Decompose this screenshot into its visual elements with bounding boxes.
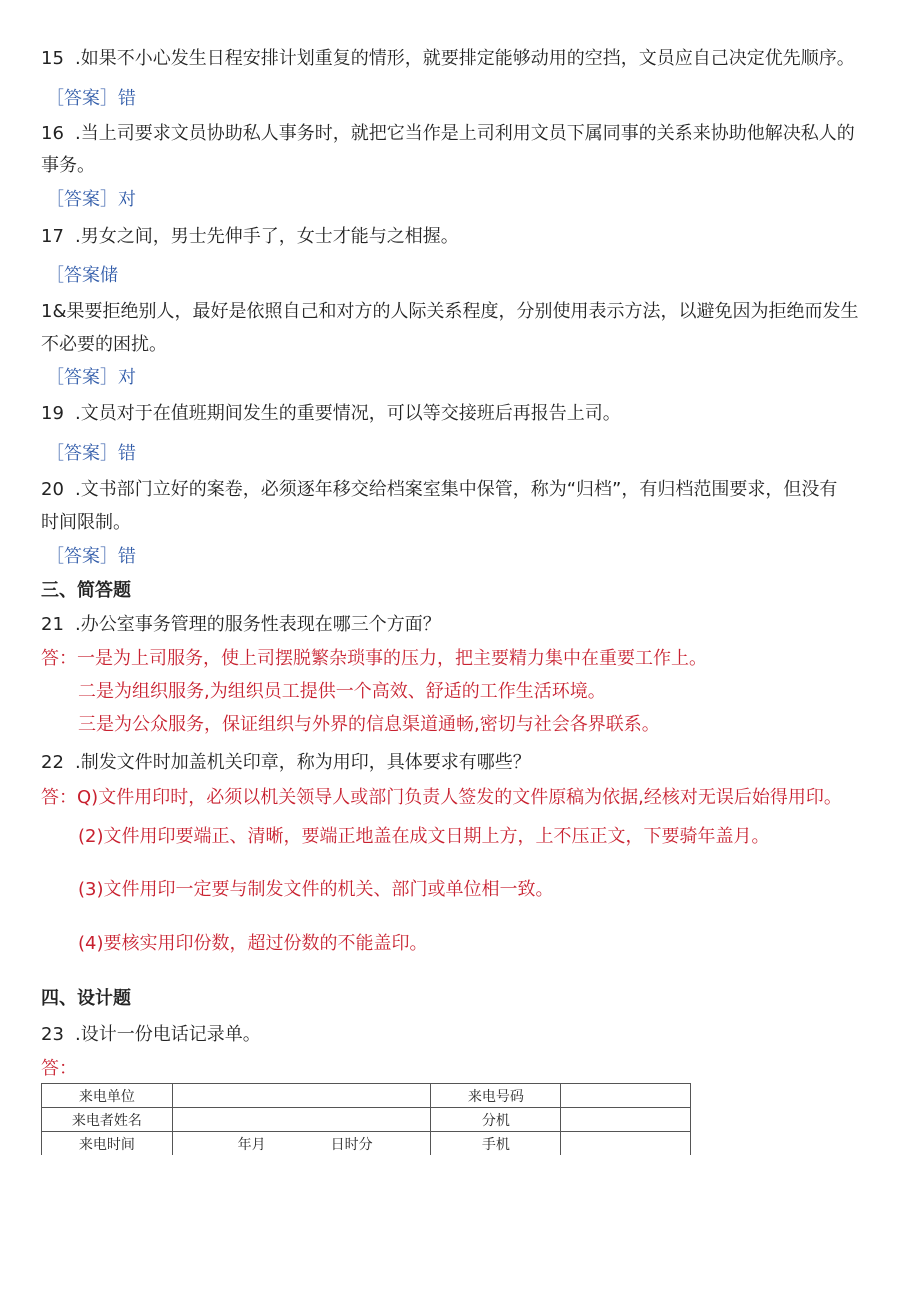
question-22: 22 .制发文件时加盖机关印章，称为用印，具体要求有哪些？ (41, 752, 531, 773)
extension-value (561, 1108, 691, 1132)
call-time-clock: 日时分 (330, 1136, 373, 1153)
question-20: 20 .文书部门立好的案卷，必须逐年移交给档案室集中保管，称为“归档”，有归档范围要求，但没有 (41, 479, 838, 500)
table-row (42, 1132, 691, 1156)
question-17: 17 .男女之间，男士先伸手了，女士才能与之相握。 (41, 226, 459, 247)
question-16-cont: 事务。 (41, 155, 95, 176)
answer-21-line-2: 二是为组织服务,为组织员工提供一个高效、舒适的工作生活环境。 (78, 681, 606, 702)
answer-22-line-3: (3)文件用印一定要与制发文件的机关、部门或单位相一致。 (78, 879, 554, 900)
answer-19: ［答案］错 (46, 443, 136, 464)
section-4-title: 四、设计题 (41, 988, 131, 1009)
question-18: 1&果要拒绝别人，最好是依照自己和对方的人际关系程度，分别使用表示方法，以避免因为拒绝而发生 (41, 301, 859, 322)
answer-22-line-1: 答：Q)文件用印时，必须以机关领导人或部门负责人签发的文件原稿为依据,经核对无误后始得用印。 (41, 787, 842, 808)
answer-21-line-3: 三是为公众服务，保证组织与外界的信息渠道通畅,密切与社会各界联系。 (78, 714, 660, 735)
table-row (42, 1084, 691, 1108)
mobile-label: 手机 (431, 1132, 561, 1156)
mobile-value (561, 1132, 691, 1156)
table-row (42, 1108, 691, 1132)
extension-label: 分机 (431, 1108, 561, 1132)
question-15: 15 .如果不小心发生日程安排计划重复的情形，就要排定能够动用的空挡，文员应自己决定优先顺序。 (41, 48, 855, 69)
question-18-cont: 不必要的困扰。 (41, 334, 167, 355)
answer-22-line-4: (4)要核实用印份数，超过份数的不能盖印。 (78, 933, 428, 954)
question-16: 16 .当上司要求文员协助私人事务时，就把它当作是上司利用文员下属同事的关系来协助他解决私人的 (41, 123, 855, 144)
call-time-date: 年月 (237, 1136, 266, 1153)
question-23: 23 .设计一份电话记录单。 (41, 1024, 261, 1045)
caller-unit-value (172, 1084, 431, 1108)
phone-record-table (41, 1083, 691, 1155)
answer-21-line-1: 答：一是为上司服务，使上司摆脱繁杂琐事的压力，把主要精力集中在重要工作上。 (41, 648, 707, 669)
answer-18: ［答案］对 (46, 367, 136, 388)
question-21: 21 .办公室事务管理的服务性表现在哪三个方面？ (41, 614, 441, 635)
caller-name-value (172, 1108, 431, 1132)
answer-20: ［答案］错 (46, 546, 136, 567)
caller-number-value (561, 1084, 691, 1108)
caller-name-label: 来电者姓名 (42, 1108, 173, 1132)
caller-number-label: 来电号码 (431, 1084, 561, 1108)
answer-16: ［答案］对 (46, 189, 136, 210)
call-time-label: 来电时间 (42, 1132, 173, 1156)
caller-unit-label: 来电单位 (42, 1084, 173, 1108)
section-3-title: 三、简答题 (41, 580, 131, 601)
answer-17: ［答案储 (46, 265, 118, 286)
call-time-value (172, 1132, 431, 1156)
answer-15: ［答案］错 (46, 88, 136, 109)
answer-23-label: 答： (41, 1058, 77, 1079)
answer-22-line-2: (2)文件用印要端正、清晰，要端正地盖在成文日期上方，上不压正文，下要骑年盖月。 (78, 826, 770, 847)
question-19: 19 .文员对于在值班期间发生的重要情况，可以等交接班后再报告上司。 (41, 403, 621, 424)
question-20-cont: 时间限制。 (41, 512, 131, 533)
